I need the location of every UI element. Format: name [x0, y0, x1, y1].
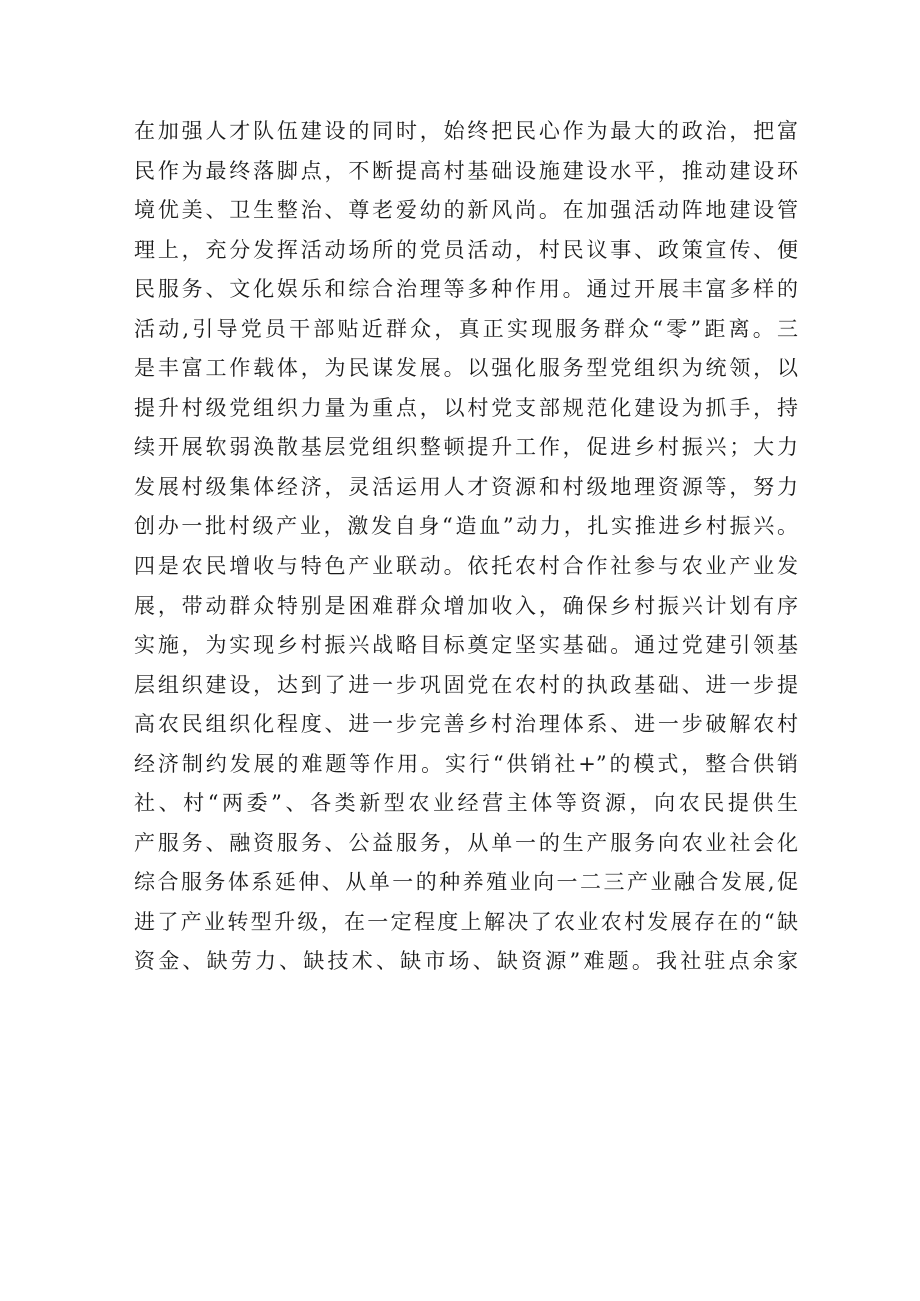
- text-line: 展，带动群众特别是困难群众增加收入，确保乡村振兴计划有序: [134, 593, 798, 618]
- text-line: 发展村级集体经济，灵活运用人才资源和村级地理资源等，努力: [134, 474, 798, 499]
- text-line: 活动,引导党员干部贴近群众，真正实现服务群众“零”距离。三: [134, 316, 798, 341]
- text-line: 实施，为实现乡村振兴战略目标奠定坚实基础。通过党建引领基: [134, 633, 798, 658]
- text-line: 综合服务体系延伸、从单一的种养殖业向一二三产业融合发展,促: [134, 870, 798, 895]
- text-line: 理上，充分发挥活动场所的党员活动，村民议事、政策宣传、便: [134, 237, 798, 262]
- body-paragraph: [134, 112, 814, 982]
- text-line: 高农民组织化程度、进一步完善乡村治理体系、进一步破解农村: [134, 712, 798, 737]
- text-line: 民作为最终落脚点，不断提高村基础设施建设水平，推动建设环: [134, 158, 798, 183]
- text-line: 提升村级党组织力量为重点，以村党支部规范化建设为抓手，持: [134, 395, 798, 420]
- text-line: 在加强人才队伍建设的同时，始终把民心作为最大的政治，把富: [134, 119, 798, 143]
- text-line: 创办一批村级产业，激发自身“造血”动力，扎实推进乡村振兴。: [134, 514, 798, 539]
- text-line: 民服务、文化娱乐和综合治理等多种作用。通过开展丰富多样的: [134, 277, 798, 302]
- text-line: 社、村“两委”、各类新型农业经营主体等资源，向农民提供生: [134, 791, 798, 816]
- text-line: 资金、缺劳力、缺技术、缺市场、缺资源”难题。我社驻点余家: [134, 949, 798, 974]
- text-line: 续开展软弱涣散基层党组织整顿提升工作，促进乡村振兴；大力: [134, 435, 798, 460]
- text-line: 经济制约发展的难题等作用。实行“供销社+”的模式，整合供销: [134, 751, 798, 776]
- text-line: 是丰富工作载体，为民谋发展。以强化服务型党组织为统领，以: [134, 356, 798, 381]
- text-line: 层组织建设，达到了进一步巩固党在农村的执政基础、进一步提: [134, 672, 798, 697]
- text-line: 进了产业转型升级，在一定程度上解决了农业农村发展存在的“缺: [134, 909, 798, 934]
- text-line: 境优美、卫生整治、尊老爱幼的新风尚。在加强活动阵地建设管: [134, 198, 798, 223]
- text-line: 四是农民增收与特色产业联动。依托农村合作社参与农业产业发: [134, 554, 798, 579]
- text-line: 产服务、融资服务、公益服务，从单一的生产服务向农业社会化: [134, 830, 798, 855]
